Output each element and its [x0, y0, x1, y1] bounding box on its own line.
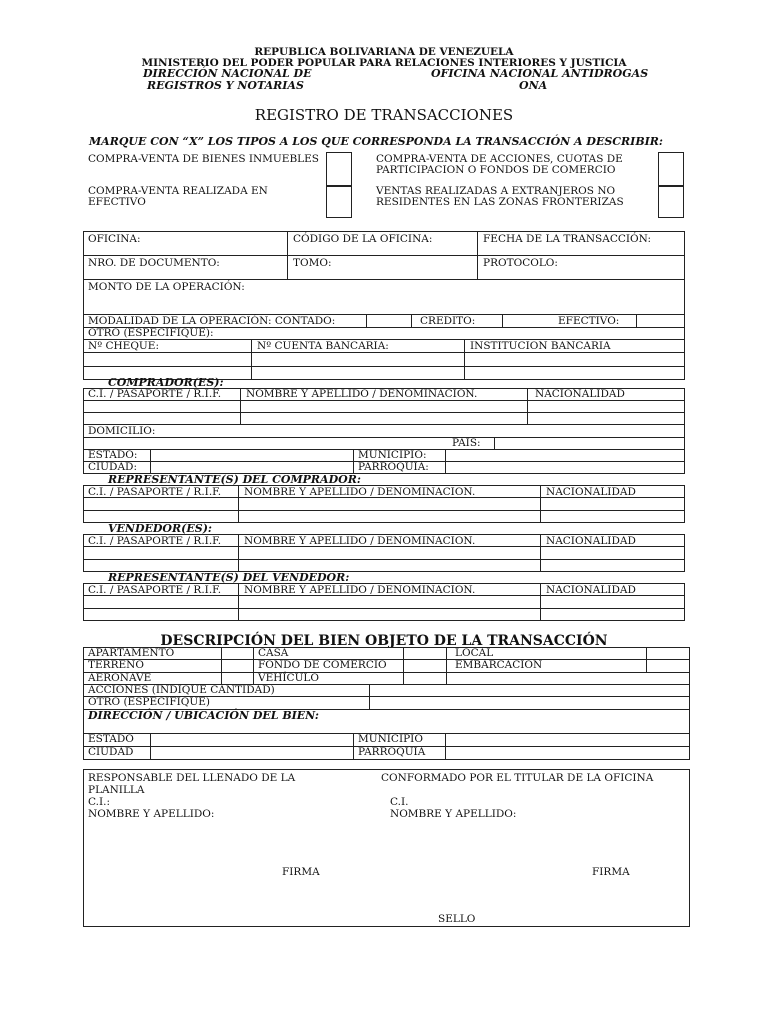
bien-casa-field[interactable]	[404, 648, 445, 658]
type-inmuebles-label: COMPRA-VENTA DE BIENES INMUEBLES	[88, 153, 319, 165]
tomo-field[interactable]	[340, 256, 475, 278]
type-efectivo-label-2: EFECTIVO	[88, 196, 146, 208]
comprador-parroquia-label: PARROQUIA:	[358, 461, 429, 473]
bien-acciones-field[interactable]	[370, 685, 689, 695]
rep-comprador-col-ci: C.I. / PASAPORTE / R.I.F.	[88, 486, 222, 498]
responsable-label-1: RESPONSABLE DEL LLENADO DE LA	[88, 772, 296, 784]
credito-label: CREDITO:	[420, 315, 476, 327]
vendedor-nombre-field[interactable]	[239, 547, 539, 571]
type-efectivo-checkbox[interactable]	[326, 186, 352, 218]
otro-label: OTRO (ESPECIFIQUE):	[88, 327, 214, 339]
type-efectivo-label-1: COMPRA-VENTA REALIZADA EN	[88, 185, 268, 197]
titular-nombre-field[interactable]	[530, 808, 680, 819]
bien-otro-field[interactable]	[370, 697, 689, 708]
rep-comprador-col-nombre: NOMBRE Y APELLIDO / DENOMINACION.	[244, 486, 476, 498]
credito-field[interactable]	[480, 315, 501, 326]
comprador-col-nombre: NOMBRE Y APELLIDO / DENOMINACION.	[246, 388, 478, 400]
cheque-label: Nº CHEQUE:	[88, 340, 159, 352]
institucion-field[interactable]	[465, 353, 684, 379]
bien-terreno-field[interactable]	[222, 660, 252, 671]
modalidad-label: MODALIDAD DE LA OPERACIÓN: CONTADO:	[88, 315, 336, 327]
responsable-firma-label: FIRMA	[282, 866, 320, 878]
bien-fondo-label: FONDO DE COMERCIO	[258, 659, 387, 671]
comprador-ciudad-field[interactable]	[151, 462, 352, 473]
codigo-oficina-field[interactable]	[445, 232, 475, 254]
rep-comprador-nombre-field[interactable]	[239, 498, 539, 522]
type-acciones-checkbox[interactable]	[658, 152, 684, 186]
responsable-nombre-label: NOMBRE Y APELLIDO:	[88, 808, 215, 820]
efectivo-field[interactable]	[637, 315, 683, 326]
bien-vehiculo-field[interactable]	[404, 673, 445, 683]
rep-vendedor-col-nacionalidad: NACIONALIDAD	[546, 584, 636, 596]
rep-vendedor-col-ci: C.I. / PASAPORTE / R.I.F.	[88, 584, 222, 596]
type-extranjeros-checkbox[interactable]	[658, 186, 684, 218]
protocolo-field[interactable]	[570, 256, 683, 278]
header-direccion: DIRECCIÓN NACIONAL DE	[143, 67, 312, 80]
rep-comprador-col-nacionalidad: NACIONALIDAD	[546, 486, 636, 498]
nro-documento-label: NRO. DE DOCUMENTO:	[88, 257, 220, 269]
comprador-col-nacionalidad: NACIONALIDAD	[535, 388, 625, 400]
institucion-label: INSTITUCION BANCARIA	[470, 340, 611, 352]
rep-vendedor-nacionalidad-field[interactable]	[541, 596, 684, 620]
responsable-ci-field[interactable]	[120, 796, 370, 807]
bien-fondo-field[interactable]	[404, 660, 445, 671]
type-acciones-label-1: COMPRA-VENTA DE ACCIONES, CUOTAS DE	[376, 153, 623, 165]
bien-terreno-label: TERRENO	[88, 659, 144, 671]
bien-vehiculo-label: VEHÍCULO	[258, 672, 320, 684]
fecha-transaccion-field[interactable]	[483, 245, 683, 254]
comprador-nombre-field[interactable]	[241, 401, 526, 423]
comprador-col-ci: C.I. / PASAPORTE / R.I.F.	[88, 388, 222, 400]
titular-nombre-label: NOMBRE Y APELLIDO:	[390, 808, 517, 820]
bien-ciudad-field[interactable]	[151, 747, 352, 759]
bien-aeronave-field[interactable]	[222, 673, 252, 683]
vendedor-col-nombre: NOMBRE Y APELLIDO / DENOMINACION.	[244, 535, 476, 547]
conformado-label: CONFORMADO POR EL TITULAR DE LA OFICINA	[381, 772, 654, 784]
instruction: MARQUE CON “X” LOS TIPOS A LOS QUE CORRESPONDA LA TRANSACCIÓN A DESCRIBIR:	[89, 135, 663, 148]
comprador-estado-label: ESTADO:	[88, 449, 138, 461]
responsable-firma-area[interactable]	[200, 825, 400, 865]
bien-direccion-field[interactable]	[84, 721, 689, 732]
vendedor-heading: VENDEDOR(ES):	[108, 522, 212, 535]
bien-parroquia-field[interactable]	[446, 747, 689, 759]
bien-casa-label: CASA	[258, 647, 289, 659]
tomo-label: TOMO:	[293, 257, 332, 269]
responsable-ci-label: C.I.:	[88, 796, 111, 808]
titular-firma-area[interactable]	[520, 825, 680, 865]
header-ona: ONA	[519, 79, 548, 92]
comprador-ciudad-label: CIUDAD:	[88, 461, 137, 473]
bien-parroquia-label: PARROQUIA	[358, 746, 426, 758]
type-inmuebles-checkbox[interactable]	[326, 152, 352, 186]
rep-vendedor-nombre-field[interactable]	[239, 596, 539, 620]
otro-field[interactable]	[220, 328, 683, 338]
responsable-nombre-field[interactable]	[230, 808, 370, 819]
vendedor-col-ci: C.I. / PASAPORTE / R.I.F.	[88, 535, 222, 547]
comprador-nacionalidad-field[interactable]	[528, 401, 684, 423]
cuenta-field[interactable]	[252, 353, 463, 379]
header-registros: REGISTROS Y NOTARIAS	[147, 79, 304, 92]
bien-estado-label: ESTADO	[88, 733, 134, 745]
bien-aeronave-label: AERONAVE	[88, 672, 152, 684]
comprador-ci-field[interactable]	[84, 401, 239, 423]
bien-ciudad-label: CIUDAD	[88, 746, 134, 758]
bien-municipio-label: MUNICIPIO	[358, 733, 423, 745]
sello-area[interactable]	[400, 878, 520, 910]
header-oficina-antidrogas: OFICINA NACIONAL ANTIDROGAS	[431, 67, 649, 80]
rep-vendedor-col-nombre: NOMBRE Y APELLIDO / DENOMINACION.	[244, 584, 476, 596]
bien-local-label: LOCAL	[455, 647, 494, 659]
nro-documento-field[interactable]	[230, 256, 285, 278]
bien-direccion-label: DIRECCIÓN / UBICACIÓN DEL BIEN:	[88, 709, 319, 722]
rep-comprador-nacionalidad-field[interactable]	[541, 498, 684, 522]
comprador-municipio-field[interactable]	[446, 450, 684, 460]
bien-municipio-field[interactable]	[446, 734, 689, 745]
rep-comprador-heading: REPRESENTANTE(S) DEL COMPRADOR:	[108, 473, 361, 486]
rep-vendedor-ci-field[interactable]	[84, 596, 237, 620]
contado-field[interactable]	[367, 315, 410, 326]
type-extranjeros-label-1: VENTAS REALIZADAS A EXTRANJEROS NO	[376, 185, 616, 197]
comprador-pais-field[interactable]	[495, 438, 684, 448]
codigo-oficina-label: CÓDIGO DE LA OFICINA:	[293, 233, 433, 245]
vendedor-col-nacionalidad: NACIONALIDAD	[546, 535, 636, 547]
bien-estado-field[interactable]	[151, 734, 352, 745]
bien-title: DESCRIPCIÓN DEL BIEN OBJETO DE LA TRANSACCIÓN	[160, 633, 608, 649]
monto-field[interactable]	[250, 280, 683, 313]
responsable-label-2: PLANILLA	[88, 784, 145, 796]
bien-apartamento-field[interactable]	[222, 648, 252, 658]
comprador-estado-field[interactable]	[151, 450, 352, 460]
titular-ci-label: C.I.	[390, 796, 409, 808]
comprador-domicilio-label: DOMICILIO:	[88, 425, 156, 437]
bien-local-field[interactable]	[647, 648, 689, 658]
titular-firma-label: FIRMA	[592, 866, 630, 878]
comprador-parroquia-field[interactable]	[446, 462, 684, 473]
fecha-transaccion-label: FECHA DE LA TRANSACCIÓN:	[483, 233, 652, 245]
vendedor-nacionalidad-field[interactable]	[541, 547, 684, 571]
bien-acciones-label: ACCIONES (INDIQUE CANTIDAD)	[88, 684, 275, 696]
sello-label: SELLO	[438, 913, 476, 925]
rep-vendedor-heading: REPRESENTANTE(S) DEL VENDEDOR:	[108, 571, 350, 584]
oficina-field[interactable]	[160, 232, 285, 254]
bien-otro-label: OTRO (ESPECIFIQUE)	[88, 696, 210, 708]
comprador-municipio-label: MUNICIPIO:	[358, 449, 427, 461]
type-extranjeros-label-2: RESIDENTES EN LAS ZONAS FRONTERIZAS	[376, 196, 624, 208]
oficina-label: OFICINA:	[88, 233, 141, 245]
page-title: REGISTRO DE TRANSACCIONES	[254, 106, 514, 124]
monto-label: MONTO DE LA OPERACIÓN:	[88, 281, 245, 293]
efectivo-label: EFECTIVO:	[558, 315, 620, 327]
vendedor-ci-field[interactable]	[84, 547, 237, 571]
rep-comprador-ci-field[interactable]	[84, 498, 237, 522]
titular-ci-field[interactable]	[420, 796, 680, 807]
bien-embarcacion-label: EMBARCACION	[455, 659, 543, 671]
type-acciones-label-2: PARTICIPACION O FONDOS DE COMERCIO	[376, 164, 616, 176]
bien-apartamento-label: APARTAMENTO	[88, 647, 175, 659]
comprador-pais-label: PAIS:	[452, 437, 481, 449]
protocolo-label: PROTOCOLO:	[483, 257, 558, 269]
header-ministry: MINISTERIO DEL PODER POPULAR PARA RELACIONES INTERIORES Y JUSTICIA	[141, 57, 627, 69]
comprador-heading: COMPRADOR(ES):	[108, 376, 224, 389]
header-republic: REPUBLICA BOLIVARIANA DE VENEZUELA	[254, 46, 514, 58]
bien-embarcacion-field[interactable]	[647, 660, 689, 671]
cuenta-label: Nº CUENTA BANCARIA:	[257, 340, 389, 352]
